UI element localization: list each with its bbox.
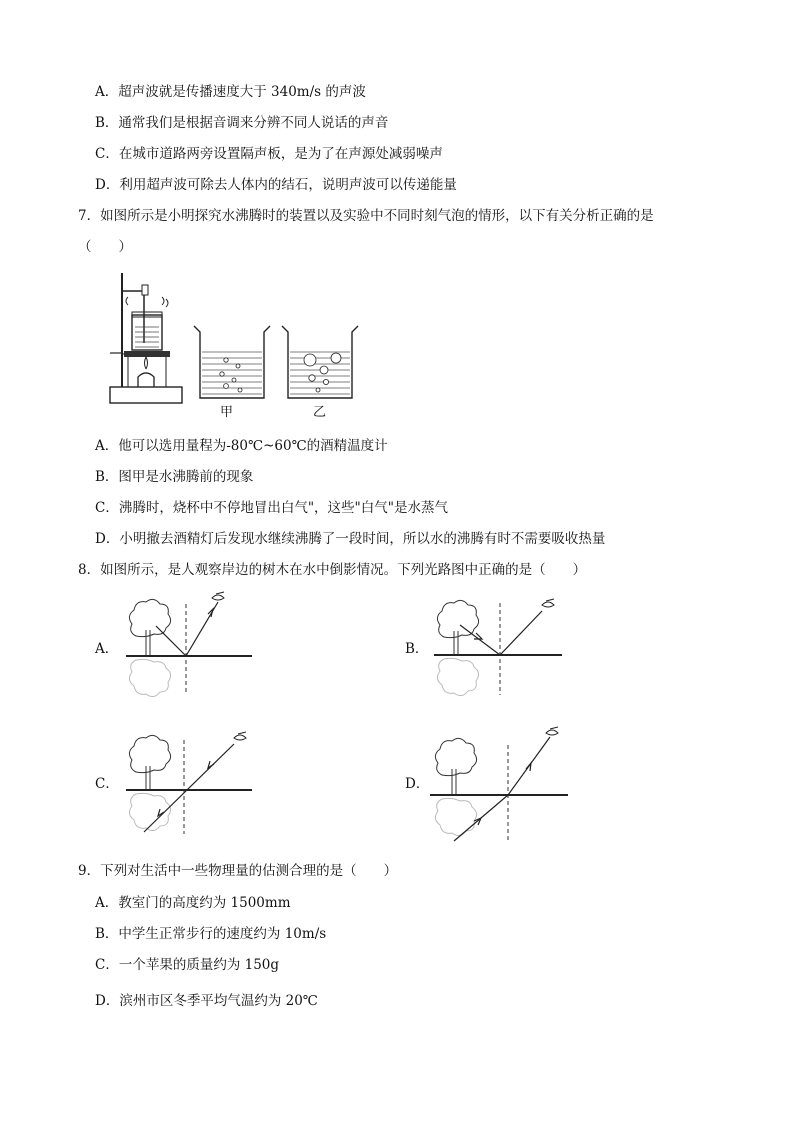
tree-icon xyxy=(129,599,170,656)
q8-label-c: C． xyxy=(95,776,119,792)
q6-option-d: D．利用超声波可除去人体内的结石，说明声波可以传递能量 xyxy=(95,177,457,193)
beaker-jia-figure xyxy=(192,322,272,402)
q8-diagram-c xyxy=(122,730,262,838)
q7-option-c: C．沸腾时，烧杯中不停地冒出白气"，这些"白气"是水蒸气 xyxy=(95,500,448,516)
q7-option-a: A．他可以选用量程为-80℃~60℃的酒精温度计 xyxy=(95,438,388,454)
q7-stem: 7．如图所示是小明探究水沸腾时的装置以及实验中不同时刻气泡的情形，以下有关分析正确的是 xyxy=(78,208,654,224)
q7-answer-bracket: （ ） xyxy=(78,239,132,255)
tree-icon xyxy=(435,738,476,795)
q6-option-b: B．通常我们是根据音调来分辨不同人说话的声音 xyxy=(95,115,389,131)
tree-icon xyxy=(129,735,170,790)
q8-stem: 8．如图所示，是人观察岸边的树木在水中倒影情况。下列光路图中正确的是（ ） xyxy=(78,562,587,578)
q9-option-a: A．教室门的高度约为 1500mm xyxy=(95,895,291,911)
q9-stem: 9．下列对生活中一些物理量的估测合理的是（ ） xyxy=(78,863,398,879)
figure-label-yi: 乙 xyxy=(313,405,327,420)
beaker-yi-figure xyxy=(280,322,360,402)
eye-icon xyxy=(546,727,558,735)
tree-icon xyxy=(437,600,478,655)
q9-option-d: D．滨州市区冬季平均气温约为 20℃ xyxy=(95,993,318,1009)
q8-diagram-b xyxy=(430,595,570,703)
eye-icon xyxy=(212,592,224,600)
q6-option-c: C．在城市道路两旁设置隔声板，是为了在声源处减弱噪声 xyxy=(95,146,443,162)
q6-option-a: A．超声波就是传播速度大于 340m/s 的声波 xyxy=(95,84,366,100)
boiling-apparatus-figure xyxy=(108,265,188,410)
eye-icon xyxy=(542,599,554,607)
q8-label-b: B． xyxy=(405,641,429,657)
figure-label-jia: 甲 xyxy=(220,405,234,420)
q7-option-b: B．图甲是水沸腾前的现象 xyxy=(95,469,254,485)
q8-diagram-a xyxy=(122,590,262,702)
q7-option-d: D．小明撤去酒精灯后发现水继续沸腾了一段时间，所以水的沸腾有时不需要吸收热量 xyxy=(95,531,606,547)
q8-diagram-d xyxy=(428,725,573,845)
q9-option-b: B．中学生正常步行的速度约为 10m/s xyxy=(95,926,327,942)
q9-option-c: C．一个苹果的质量约为 150g xyxy=(95,957,280,973)
eye-icon xyxy=(234,732,246,740)
q8-label-a: A． xyxy=(95,641,119,657)
q8-label-d: D． xyxy=(405,776,430,792)
